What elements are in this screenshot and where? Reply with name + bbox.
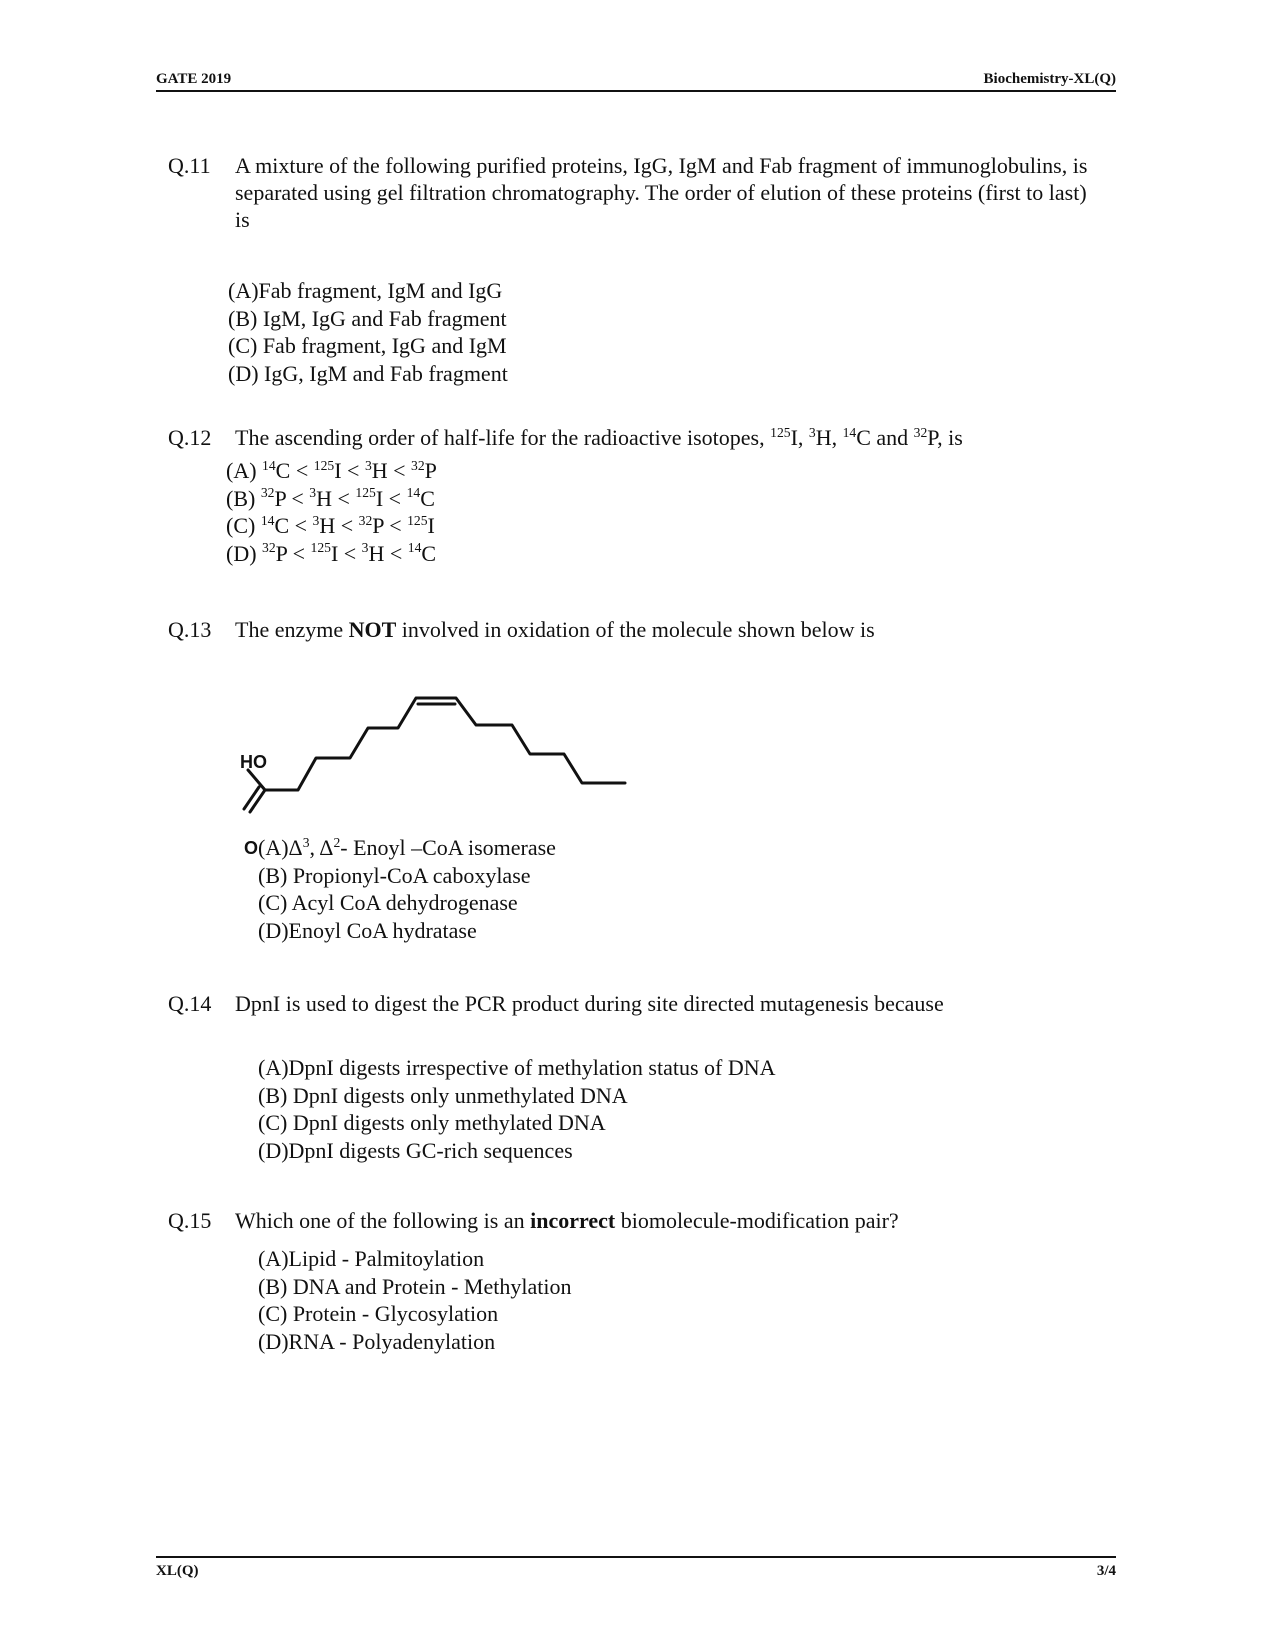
options-list	[258, 834, 556, 944]
question-15	[168, 1207, 1095, 1355]
page-number: 3/4	[1096, 1562, 1116, 1579]
question-number: Q.13	[168, 617, 212, 642]
option-d[interactable]: (D)Enoyl CoA hydratase	[258, 917, 477, 943]
option-a[interactable]: (A) $^{14}$C < $^{125}$I < $^3$H < $^{32}$P	[226, 457, 437, 483]
option-a[interactable]: (A)Lipid - Palmitoylation	[258, 1246, 485, 1271]
question-11	[168, 152, 1095, 387]
question-text: DpnI is used to digest the PCR product during site directed mutagenesis because	[235, 991, 944, 1016]
option-d[interactable]: (D)RNA - Polyadenylation	[258, 1328, 496, 1354]
paper-code-footer: XL(Q)	[156, 1562, 199, 1579]
option-a[interactable]: $(A)\Delta^3$, $\Delta^2-$ Enoyl –CoA isomerase	[258, 834, 556, 860]
option-c[interactable]: (C) $^{14}$C < $^3$H < $^{32}$P < $^{125}$I	[226, 512, 435, 538]
option-d[interactable]: (D) IgG, IgM and Fab fragment	[228, 360, 508, 386]
ho-label: HO	[240, 752, 267, 772]
paper-code: Biochemistry-XL(Q)	[983, 71, 1116, 87]
question-14	[168, 990, 1095, 1164]
question-text: The ascending order of half-life for the radioactive isotopes, $^{125}$I, $^3$H, $^{14}$C and $^{32}$P, is	[235, 424, 963, 450]
option-a[interactable]: (A)DpnI digests irrespective of methylation status of DNA	[258, 1055, 776, 1080]
option-b[interactable]: (B) Propionyl-CoA caboxylase	[258, 862, 531, 888]
options-list	[226, 457, 1095, 567]
option-d[interactable]: (D)DpnI digests GC-rich sequences	[258, 1137, 573, 1163]
option-d[interactable]: (D) $^{32}$P < $^{125}$I < $^3$H < $^{14}$C	[226, 540, 437, 566]
question-text: The enzyme NOT involved in oxidation of the molecule shown below is	[235, 617, 875, 642]
option-a[interactable]: (A)Fab fragment, IgM and IgG	[228, 278, 503, 303]
question-13-options	[258, 834, 556, 944]
option-c[interactable]: (C) DpnI digests only methylated DNA	[258, 1110, 606, 1135]
question-number: Q.12	[168, 425, 212, 450]
option-b[interactable]: (B) DNA and Protein - Methylation	[258, 1273, 572, 1299]
option-b[interactable]: (B) IgM, IgG and Fab fragment	[228, 305, 507, 331]
option-c[interactable]: (C) Fab fragment, IgG and IgM	[228, 333, 507, 358]
page-footer	[156, 1556, 1116, 1584]
question-13	[168, 616, 1095, 643]
question-number: Q.11	[168, 153, 211, 178]
option-b[interactable]: (B) $^{32}$P < $^3$H < $^{125}$I < $^{14}$C	[226, 485, 435, 511]
question-number: Q.15	[168, 1208, 212, 1233]
options-list	[228, 277, 1095, 387]
options-list	[258, 1054, 1095, 1164]
question-text: Which one of the following is an incorrect biomolecule-modification pair?	[235, 1208, 899, 1233]
exam-name: GATE 2019	[156, 71, 232, 87]
question-number: Q.14	[168, 991, 212, 1016]
carbon-chain	[244, 698, 625, 812]
option-c[interactable]: (C) Acyl CoA dehydrogenase	[258, 890, 518, 915]
option-b[interactable]: (B) DpnI digests only unmethylated DNA	[258, 1082, 628, 1108]
page-header	[156, 66, 1116, 92]
o-label: O	[244, 838, 259, 858]
option-c[interactable]: (C) Protein - Glycosylation	[258, 1301, 499, 1326]
options-list	[258, 1245, 1095, 1355]
question-text: A mixture of the following purified proteins, IgG, IgM and Fab fragment of immunoglobulins, is separated using gel filtration chromatography. The order of elution of these proteins (first to last) is	[235, 153, 1088, 232]
question-12	[168, 424, 1095, 567]
